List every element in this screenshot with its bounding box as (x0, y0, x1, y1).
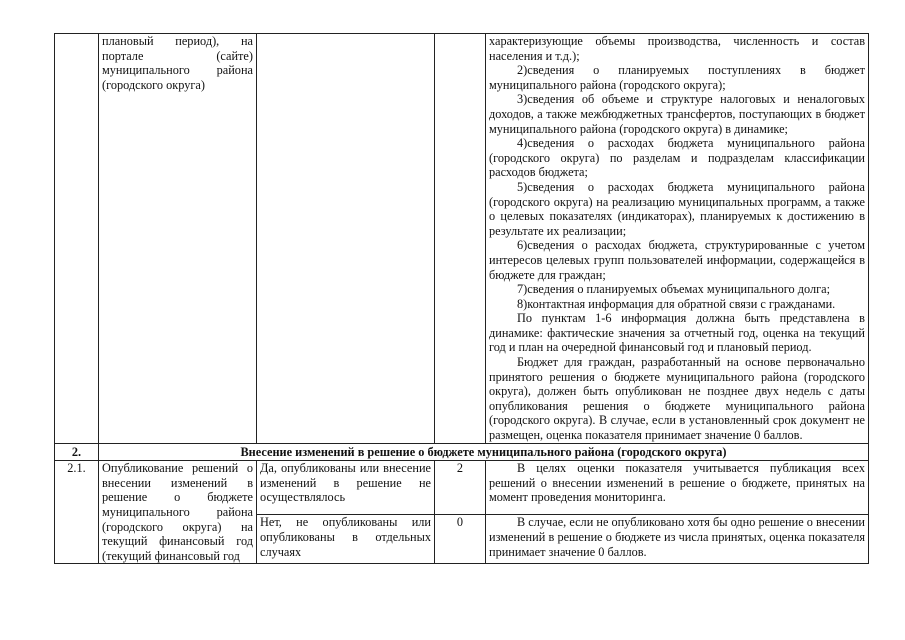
answer-option: Да, опубликованы или внесение изменений в решение не осуществлялось (257, 461, 435, 515)
comment-paragraph: Бюджет для граждан, разработанный на основе первоначально принятого решения о бюджете муниципального района (городского округа), должен быть опубликован не позднее двух недель с даты опубликования решения о бюджете муниципального района (городского округа). В случае, если в установленный срок документ не размещен, оценка показателя принимает значение 0 баллов. (489, 355, 865, 443)
comment-paragraph: В случае, если не опубликовано хотя бы одно решение о внесении изменений в решение о бюджете из числа принятых, оценка показателя принимает значение 0 баллов. (489, 515, 865, 559)
score-cell (435, 34, 486, 444)
criterion-cell (99, 461, 257, 564)
criterion-text: плановый период), на портале (сайте) муниципального района (городского округа) (102, 34, 253, 92)
comment-paragraph: 5)сведения о расходах бюджета муниципального района (городского округа) на реализацию муниципальных программ, а также о целевых показателях (индикаторах), планируемых к достижению в результате их реализации; (489, 179, 865, 238)
methodology-table (54, 33, 869, 564)
comment-paragraph: 7)сведения о планируемых объемах муниципального долга; (517, 282, 831, 297)
comment-paragraph: 4)сведения о расходах бюджета муниципального района (городского округа) по разделам и подразделам классификации расходов бюджета; (489, 136, 865, 180)
comment-cell (486, 34, 869, 444)
comment-paragraph: 8)контактная информация для обратной связи с гражданами. (517, 296, 836, 311)
criterion-cell (99, 34, 257, 444)
comment-paragraph: 6)сведения о расходах бюджета, структурированные с учетом интересов целевых групп пользователей информации, содержащейся в бюджете для граждан; (489, 238, 865, 282)
comment-paragraph: 3)сведения об объеме и структуре налоговых и неналоговых доходов, а также межбюджетных трансфертов, поступающих в бюджет муниципального района (городского округа) в динамике; (489, 92, 865, 136)
row-number-cell (55, 34, 99, 444)
table-row-continued (55, 34, 869, 444)
comment-paragraph: 2)сведения о планируемых поступлениях в бюджет муниципального района (городского округа); (489, 63, 865, 92)
criterion-text: Опубликование решений о внесении изменений в решение о бюджете муниципального района (городского округа) на текущий финансовый год (текущий финансовый год (102, 461, 253, 563)
row-number: 2.1. (55, 461, 99, 564)
section-number: 2. (55, 443, 99, 461)
table-row-2-1-a (55, 461, 869, 515)
comment-cell (486, 515, 869, 564)
section-title: Внесение изменений в решение о бюджете муниципального района (городского округа) (99, 443, 869, 461)
comment-paragraph: характеризующие объемы производства, численность и состав населения и т.д.); (489, 34, 865, 63)
score-value: 0 (435, 515, 486, 564)
score-value: 2 (435, 461, 486, 515)
section-header-row (55, 443, 869, 461)
comment-paragraph: В целях оценки показателя учитывается публикация всех решений о внесении изменений в решение о бюджете, принятых на момент проведения мониторинга. (489, 461, 865, 505)
comment-paragraph: По пунктам 1-6 информация должна быть представлена в динамике: фактические значения за отчетный год, оценка на текущий год и план на очередной финансовый год и плановый период. (489, 311, 865, 355)
comment-cell (486, 461, 869, 515)
answer-option: Нет, не опубликованы или опубликованы в отдельных случаях (257, 515, 435, 564)
answer-cell (257, 34, 435, 444)
